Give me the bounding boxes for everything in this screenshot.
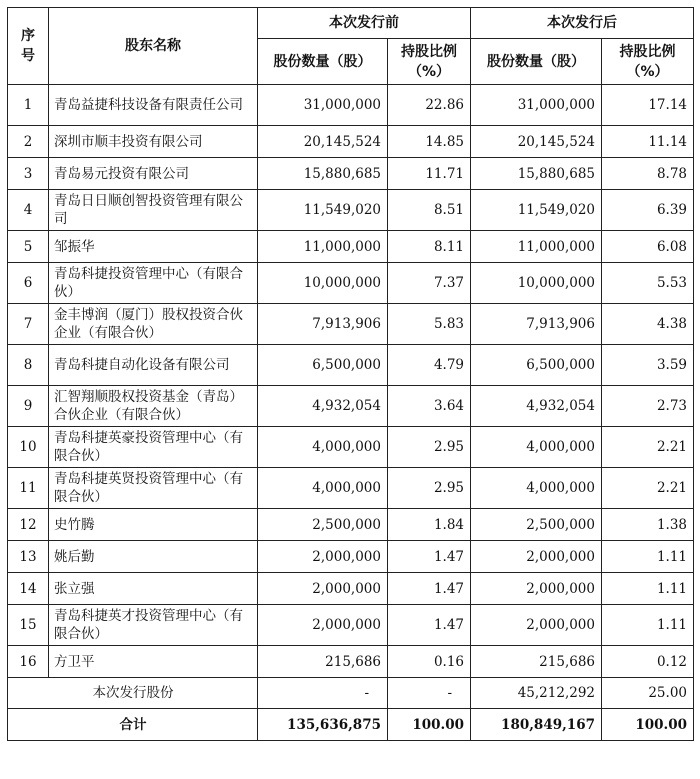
row-before-ratio: 8.11 <box>388 231 471 263</box>
row-after-ratio: 5.53 <box>602 263 694 304</box>
row-after-ratio: 2.21 <box>602 427 694 468</box>
row-no: 11 <box>8 468 49 509</box>
row-after-ratio: 3.59 <box>602 345 694 386</box>
row-name: 青岛益捷科技设备有限责任公司 <box>49 85 258 126</box>
row-after-ratio: 6.08 <box>602 231 694 263</box>
row-after-shares: 215,686 <box>471 646 602 678</box>
row-after-shares: 2,500,000 <box>471 509 602 541</box>
row-after-shares: 31,000,000 <box>471 85 602 126</box>
row-before-shares: 31,000,000 <box>258 85 388 126</box>
table-row <box>8 386 694 427</box>
row-name: 姚后勤 <box>49 541 258 573</box>
row-no: 2 <box>8 126 49 158</box>
row-before-ratio: 1.47 <box>388 605 471 646</box>
row-after-ratio: 1.11 <box>602 605 694 646</box>
row-before-ratio: 2.95 <box>388 427 471 468</box>
row-after-shares: 11,000,000 <box>471 231 602 263</box>
issue-before-ratio: - <box>388 678 471 709</box>
row-no: 8 <box>8 345 49 386</box>
row-after-ratio: 2.21 <box>602 468 694 509</box>
row-name: 青岛科捷投资管理中心（有限合伙） <box>49 263 258 304</box>
total-after-ratio: 100.00 <box>602 709 694 741</box>
total-after-shares: 180,849,167 <box>471 709 602 741</box>
row-no: 16 <box>8 646 49 678</box>
row-after-shares: 4,932,054 <box>471 386 602 427</box>
table-row <box>8 304 694 345</box>
row-after-shares: 15,880,685 <box>471 158 602 190</box>
row-before-shares: 11,549,020 <box>258 190 388 231</box>
row-name: 邹振华 <box>49 231 258 263</box>
row-name: 青岛科捷英豪投资管理中心（有限合伙） <box>49 427 258 468</box>
row-no: 4 <box>8 190 49 231</box>
row-before-ratio: 7.37 <box>388 263 471 304</box>
issue-label: 本次发行股份 <box>8 678 258 709</box>
row-after-ratio: 11.14 <box>602 126 694 158</box>
row-before-ratio: 0.16 <box>388 646 471 678</box>
row-before-shares: 11,000,000 <box>258 231 388 263</box>
row-before-ratio: 1.47 <box>388 573 471 605</box>
row-no: 7 <box>8 304 49 345</box>
row-before-ratio: 1.47 <box>388 541 471 573</box>
row-no: 12 <box>8 509 49 541</box>
row-before-ratio: 5.83 <box>388 304 471 345</box>
row-after-ratio: 1.38 <box>602 509 694 541</box>
table-row <box>8 573 694 605</box>
row-no: 14 <box>8 573 49 605</box>
row-name: 张立强 <box>49 573 258 605</box>
row-after-ratio: 8.78 <box>602 158 694 190</box>
table-row <box>8 605 694 646</box>
shareholder-table <box>7 7 694 741</box>
row-after-shares: 2,000,000 <box>471 541 602 573</box>
row-before-ratio: 2.95 <box>388 468 471 509</box>
row-after-shares: 4,000,000 <box>471 427 602 468</box>
row-name: 史竹腾 <box>49 509 258 541</box>
header-name: 股东名称 <box>49 8 258 85</box>
row-after-shares: 20,145,524 <box>471 126 602 158</box>
issue-after-shares: 45,212,292 <box>471 678 602 709</box>
row-before-ratio: 14.85 <box>388 126 471 158</box>
row-name: 青岛易元投资有限公司 <box>49 158 258 190</box>
total-label: 合计 <box>8 709 258 741</box>
issue-after-ratio: 25.00 <box>602 678 694 709</box>
row-before-shares: 20,145,524 <box>258 126 388 158</box>
header-before-ratio: 持股比例（%） <box>388 39 471 85</box>
table-row <box>8 646 694 678</box>
row-no: 9 <box>8 386 49 427</box>
row-before-shares: 4,932,054 <box>258 386 388 427</box>
row-name: 深圳市顺丰投资有限公司 <box>49 126 258 158</box>
row-before-ratio: 8.51 <box>388 190 471 231</box>
row-name: 金丰博润（厦门）股权投资合伙企业（有限合伙） <box>49 304 258 345</box>
total-row <box>8 709 694 741</box>
header-after: 本次发行后 <box>471 8 694 39</box>
header-after-ratio: 持股比例（%） <box>602 39 694 85</box>
row-name: 青岛日日顺创智投资管理有限公司 <box>49 190 258 231</box>
row-before-ratio: 22.86 <box>388 85 471 126</box>
row-no: 3 <box>8 158 49 190</box>
row-before-shares: 2,000,000 <box>258 573 388 605</box>
table-row <box>8 190 694 231</box>
table-row <box>8 509 694 541</box>
row-before-shares: 4,000,000 <box>258 427 388 468</box>
row-before-shares: 2,500,000 <box>258 509 388 541</box>
header-before-shares: 股份数量（股） <box>258 39 388 85</box>
header-no: 序号 <box>8 8 49 85</box>
row-after-shares: 2,000,000 <box>471 573 602 605</box>
total-before-shares: 135,636,875 <box>258 709 388 741</box>
row-no: 1 <box>8 85 49 126</box>
row-after-shares: 4,000,000 <box>471 468 602 509</box>
row-before-ratio: 3.64 <box>388 386 471 427</box>
row-name: 青岛科捷英才投资管理中心（有限合伙） <box>49 605 258 646</box>
row-before-ratio: 4.79 <box>388 345 471 386</box>
row-after-shares: 11,549,020 <box>471 190 602 231</box>
table-row <box>8 541 694 573</box>
row-after-shares: 2,000,000 <box>471 605 602 646</box>
issue-before-shares: - <box>258 678 388 709</box>
issue-row <box>8 678 694 709</box>
row-name: 青岛科捷英贤投资管理中心（有限合伙） <box>49 468 258 509</box>
row-no: 15 <box>8 605 49 646</box>
table-row <box>8 468 694 509</box>
row-after-ratio: 2.73 <box>602 386 694 427</box>
table-row <box>8 345 694 386</box>
row-no: 5 <box>8 231 49 263</box>
row-before-shares: 10,000,000 <box>258 263 388 304</box>
row-after-shares: 7,913,906 <box>471 304 602 345</box>
row-before-shares: 7,913,906 <box>258 304 388 345</box>
header-after-shares: 股份数量（股） <box>471 39 602 85</box>
header-before: 本次发行前 <box>258 8 471 39</box>
total-before-ratio: 100.00 <box>388 709 471 741</box>
row-after-ratio: 1.11 <box>602 573 694 605</box>
row-name: 方卫平 <box>49 646 258 678</box>
row-after-ratio: 6.39 <box>602 190 694 231</box>
row-before-shares: 2,000,000 <box>258 605 388 646</box>
row-no: 6 <box>8 263 49 304</box>
row-after-ratio: 17.14 <box>602 85 694 126</box>
table-row <box>8 126 694 158</box>
row-before-shares: 15,880,685 <box>258 158 388 190</box>
row-before-shares: 2,000,000 <box>258 541 388 573</box>
row-before-shares: 215,686 <box>258 646 388 678</box>
row-after-ratio: 4.38 <box>602 304 694 345</box>
table-row <box>8 231 694 263</box>
table-row <box>8 85 694 126</box>
row-no: 13 <box>8 541 49 573</box>
table-row <box>8 263 694 304</box>
table-row <box>8 427 694 468</box>
row-name: 青岛科捷自动化设备有限公司 <box>49 345 258 386</box>
row-before-shares: 6,500,000 <box>258 345 388 386</box>
row-after-ratio: 1.11 <box>602 541 694 573</box>
row-before-ratio: 1.84 <box>388 509 471 541</box>
row-after-shares: 10,000,000 <box>471 263 602 304</box>
table-row <box>8 158 694 190</box>
row-no: 10 <box>8 427 49 468</box>
row-after-shares: 6,500,000 <box>471 345 602 386</box>
row-name: 汇智翔顺股权投资基金（青岛）合伙企业（有限合伙） <box>49 386 258 427</box>
row-before-ratio: 11.71 <box>388 158 471 190</box>
row-before-shares: 4,000,000 <box>258 468 388 509</box>
row-after-ratio: 0.12 <box>602 646 694 678</box>
